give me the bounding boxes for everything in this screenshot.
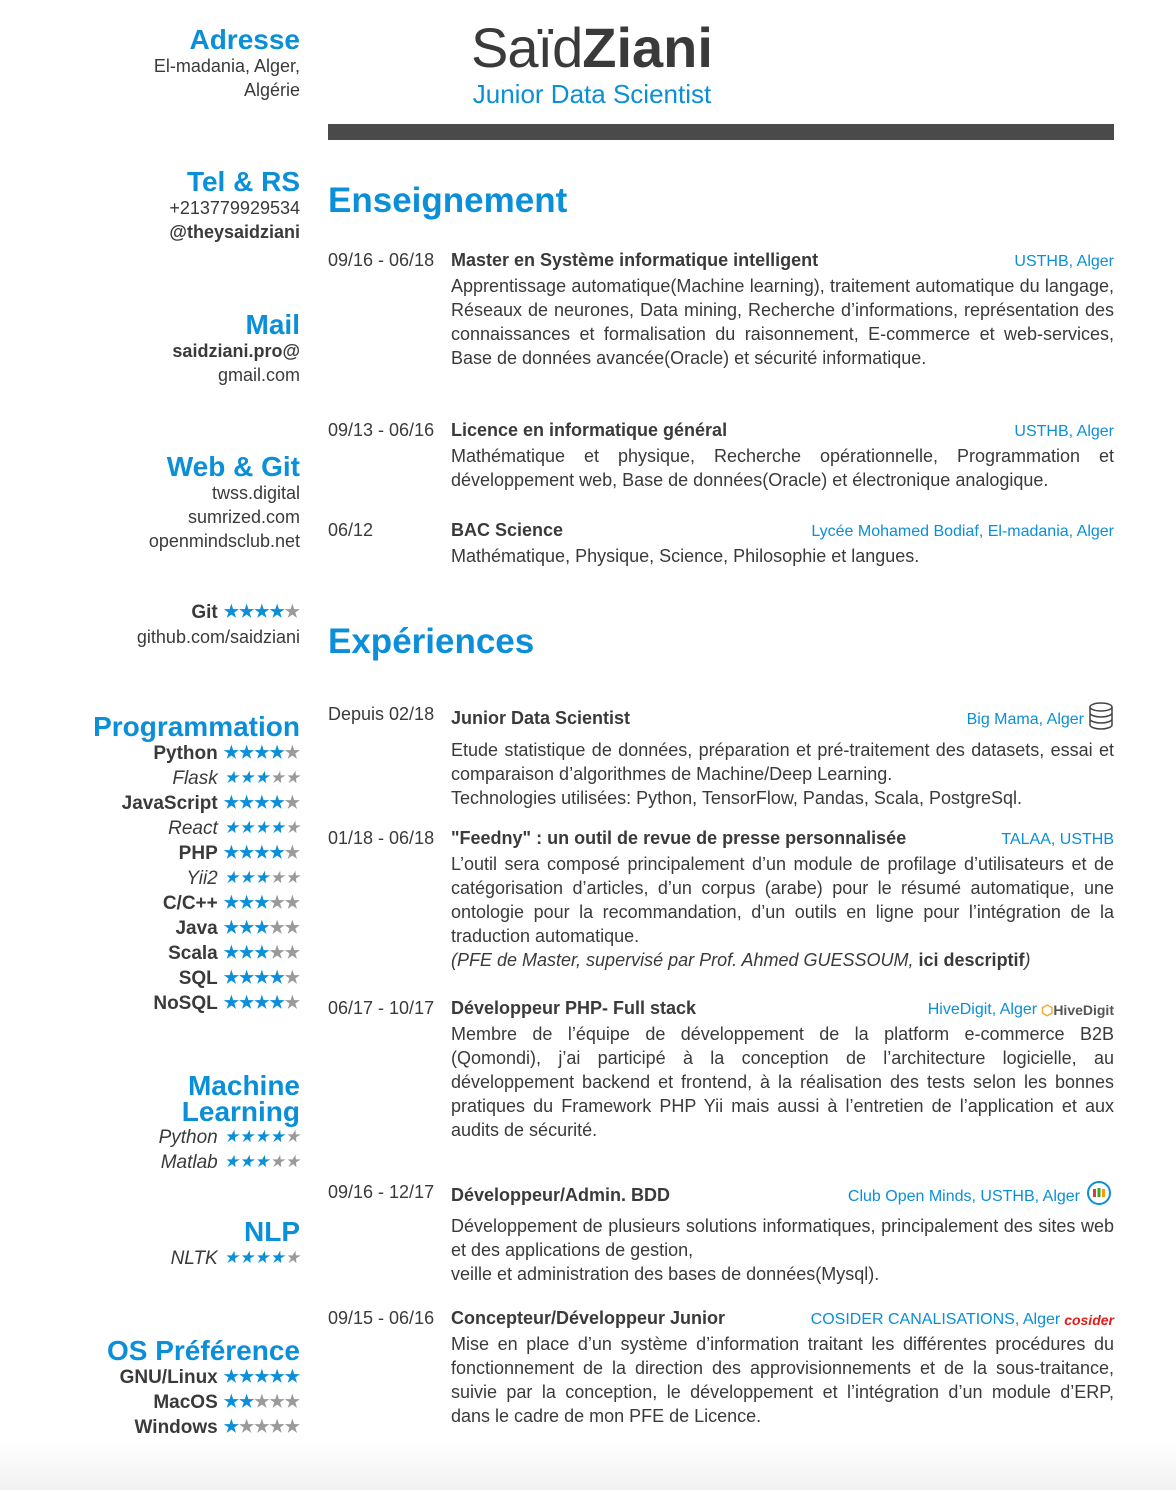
rating-stars xyxy=(224,791,300,815)
star-filled-icon: ★ xyxy=(254,602,270,621)
star-empty-icon: ★ xyxy=(284,1248,300,1267)
entry-date: 09/15 - 06/16 xyxy=(328,1308,435,1328)
skill-row xyxy=(40,1150,300,1175)
star-empty-icon: ★ xyxy=(269,1417,285,1436)
entry-place: TALAA, USTHB xyxy=(1001,831,1114,848)
star-filled-icon: ★ xyxy=(223,943,239,962)
skill-name: GNU/Linux xyxy=(119,1367,218,1388)
star-empty-icon: ★ xyxy=(284,868,300,887)
hivedigit-logo: ⬡HiveDigit xyxy=(1041,1002,1114,1018)
address-heading: Adresse xyxy=(189,24,300,55)
os-section xyxy=(40,1336,300,1440)
star-filled-icon: ★ xyxy=(223,993,239,1012)
entry-date: 09/16 - 06/18 xyxy=(328,250,435,270)
star-empty-icon: ★ xyxy=(284,793,300,812)
star-filled-icon: ★ xyxy=(269,818,285,837)
star-filled-icon: ★ xyxy=(269,1127,285,1146)
star-filled-icon: ★ xyxy=(239,1248,255,1267)
programming-section xyxy=(10,712,300,1016)
experience-entry xyxy=(328,1306,1114,1428)
person-name xyxy=(328,18,856,78)
star-empty-icon: ★ xyxy=(269,918,285,937)
star-empty-icon: ★ xyxy=(284,893,300,912)
skill-name: Java xyxy=(175,918,218,939)
experience-entry xyxy=(328,996,1114,1142)
mail-section xyxy=(40,310,300,387)
education-entry xyxy=(328,248,1114,370)
rating-stars xyxy=(224,1125,300,1149)
skill-row xyxy=(10,991,300,1016)
ml-heading-line: Machine xyxy=(187,1070,300,1101)
star-filled-icon: ★ xyxy=(269,993,285,1012)
entry-description: Mise en place d’un système d’information traitant les différentes procédures du fonctionnement de la direction des approvisionnements et de la sous-traitance, suivie par la conception, le développement et l’intégration d’un module d’ERP, dans le cadre de mon PFE de Licence. xyxy=(451,1334,1114,1426)
star-filled-icon: ★ xyxy=(239,743,255,762)
star-filled-icon: ★ xyxy=(223,1152,239,1171)
phone: +213779929534 xyxy=(169,198,300,218)
skill-name: C/C++ xyxy=(162,893,218,914)
star-filled-icon: ★ xyxy=(284,1367,300,1386)
entry-place: COSIDER CANALISATIONS, Alger cosider xyxy=(811,1308,1114,1332)
skill-row xyxy=(40,1365,300,1390)
star-filled-icon: ★ xyxy=(254,1367,270,1386)
rating-stars xyxy=(224,600,300,624)
skill-row xyxy=(40,1390,300,1415)
skill-name: React xyxy=(168,818,218,839)
star-empty-icon: ★ xyxy=(284,1127,300,1146)
star-filled-icon: ★ xyxy=(254,743,270,762)
website-link[interactable]: sumrized.com xyxy=(187,507,300,527)
rating-stars xyxy=(224,741,300,765)
star-empty-icon: ★ xyxy=(254,1392,270,1411)
star-empty-icon: ★ xyxy=(269,768,285,787)
entry-description: Etude statistique de données, préparation et pré-traitement des datasets, essai et comparaison d’algorithmes de Machine/Deep Learning. xyxy=(451,740,1114,784)
star-filled-icon: ★ xyxy=(269,743,285,762)
entry-description: Mathématique et physique, Recherche opérationnelle, Programmation et développement web, Base de données(Oracle) et électronique analogique. xyxy=(451,446,1114,490)
skill-name: SQL xyxy=(178,968,218,989)
entry-header xyxy=(451,702,1114,738)
rating-stars xyxy=(224,766,300,790)
star-filled-icon: ★ xyxy=(254,968,270,987)
skill-row xyxy=(10,941,300,966)
skill-list xyxy=(40,1125,300,1175)
skill-row xyxy=(10,791,300,816)
entry-title: Concepteur/Développeur Junior xyxy=(451,1308,726,1328)
star-filled-icon: ★ xyxy=(223,1367,239,1386)
education-entry xyxy=(328,518,1114,568)
last-name: Ziani xyxy=(582,16,713,79)
star-filled-icon: ★ xyxy=(223,1392,239,1411)
entry-date: Depuis 02/18 xyxy=(328,704,435,724)
star-empty-icon: ★ xyxy=(284,602,300,621)
address-line: Algérie xyxy=(243,80,300,100)
skill-row xyxy=(10,891,300,916)
programming-heading: Programmation xyxy=(93,711,300,742)
star-filled-icon: ★ xyxy=(269,602,285,621)
entry-place: USTHB, Alger xyxy=(1014,423,1114,440)
star-filled-icon: ★ xyxy=(254,1248,270,1267)
star-empty-icon: ★ xyxy=(284,768,300,787)
entry-title: Licence en informatique général xyxy=(451,420,728,440)
skill-name: Flask xyxy=(172,768,218,789)
cosider-logo: cosider xyxy=(1064,1312,1114,1328)
rating-stars xyxy=(224,941,300,965)
entry-date: 06/17 - 10/17 xyxy=(328,998,435,1018)
entry-note: (PFE de Master, supervisé par Prof. Ahmed GUESSOUM, ici descriptif) xyxy=(451,950,1031,970)
entry-header xyxy=(451,996,1114,1022)
star-filled-icon: ★ xyxy=(239,918,255,937)
star-filled-icon: ★ xyxy=(239,818,255,837)
star-filled-icon: ★ xyxy=(223,818,239,837)
experience-heading: Expériences xyxy=(328,622,535,661)
open-minds-logo xyxy=(1084,1180,1114,1214)
star-filled-icon: ★ xyxy=(223,918,239,937)
star-filled-icon: ★ xyxy=(223,743,239,762)
star-empty-icon: ★ xyxy=(284,843,300,862)
skill-row xyxy=(40,600,300,625)
nlp-heading: NLP xyxy=(244,1216,300,1247)
skill-row xyxy=(40,1125,300,1150)
star-filled-icon: ★ xyxy=(239,893,255,912)
star-empty-icon: ★ xyxy=(284,1417,300,1436)
star-filled-icon: ★ xyxy=(239,968,255,987)
star-filled-icon: ★ xyxy=(269,1248,285,1267)
entry-header xyxy=(451,1306,1114,1332)
experience-entry xyxy=(328,826,1114,972)
address-line: El-madania, Alger, xyxy=(153,56,300,76)
star-filled-icon: ★ xyxy=(254,1152,270,1171)
star-empty-icon: ★ xyxy=(284,993,300,1012)
entry-header xyxy=(451,1180,1114,1214)
star-filled-icon: ★ xyxy=(254,993,270,1012)
star-filled-icon: ★ xyxy=(254,868,270,887)
star-empty-icon: ★ xyxy=(254,1417,270,1436)
star-empty-icon: ★ xyxy=(284,968,300,987)
star-filled-icon: ★ xyxy=(254,793,270,812)
email-line[interactable]: gmail.com xyxy=(217,365,300,385)
rating-stars xyxy=(224,816,300,840)
skill-name: Scala xyxy=(168,943,218,964)
nlp-section xyxy=(40,1217,300,1271)
entry-place: USTHB, Alger xyxy=(1014,253,1114,270)
star-filled-icon: ★ xyxy=(254,918,270,937)
star-filled-icon: ★ xyxy=(239,768,255,787)
star-filled-icon: ★ xyxy=(254,843,270,862)
entry-description: Développement de plusieurs solutions informatiques, principalement des sites web et des applications de gestion, xyxy=(451,1216,1114,1260)
rating-stars xyxy=(224,841,300,865)
entry-description: L’outil sera composé principalement d’un module de profilage d’utilisateurs et de catégorisation d’articles, d’un corpus (arabe) pour le résumé automatique, une ontologie pour la recommandation, d’un outils en ligne pour l’intégration de la traduction automatique. xyxy=(451,854,1114,946)
star-filled-icon: ★ xyxy=(239,602,255,621)
entry-description: Apprentissage automatique(Machine learning), traitement automatique du langage, Réseaux de neurones, Data mining, Recherche d’informations, représentation des connaissances et formalisation du raisonnement, E-commerce et web-services, Base de données avancée(Oracle) et sécurité informatique. xyxy=(451,276,1114,368)
star-empty-icon: ★ xyxy=(269,893,285,912)
star-empty-icon: ★ xyxy=(269,1392,285,1411)
star-filled-icon: ★ xyxy=(223,868,239,887)
rating-stars xyxy=(224,866,300,890)
star-filled-icon: ★ xyxy=(223,1417,239,1436)
star-filled-icon: ★ xyxy=(239,1152,255,1171)
entry-header xyxy=(451,248,1114,274)
skill-row xyxy=(10,916,300,941)
star-empty-icon: ★ xyxy=(269,943,285,962)
entry-place: HiveDigit, Alger ⬡HiveDigit xyxy=(928,998,1114,1022)
star-filled-icon: ★ xyxy=(223,602,239,621)
skill-row xyxy=(10,766,300,791)
entry-description: Mathématique, Physique, Science, Philosophie et langues. xyxy=(451,546,920,566)
rating-stars xyxy=(224,1150,300,1174)
skill-row xyxy=(10,741,300,766)
rating-stars xyxy=(224,966,300,990)
star-filled-icon: ★ xyxy=(239,793,255,812)
entry-place: Lycée Mohamed Bodiaf, El-madania, Alger xyxy=(811,523,1114,540)
skill-list xyxy=(10,741,300,1016)
header-divider xyxy=(328,124,1114,140)
entry-header xyxy=(451,518,1114,544)
star-filled-icon: ★ xyxy=(223,968,239,987)
entry-date: 09/13 - 06/16 xyxy=(328,420,435,440)
skill-name: PHP xyxy=(178,843,218,864)
education-heading: Enseignement xyxy=(328,181,568,220)
contact-heading: Tel & RS xyxy=(186,166,300,197)
star-filled-icon: ★ xyxy=(239,843,255,862)
web-section xyxy=(40,452,300,553)
website-link[interactable]: openmindsclub.net xyxy=(148,531,300,551)
star-empty-icon: ★ xyxy=(284,1152,300,1171)
star-filled-icon: ★ xyxy=(223,1127,239,1146)
first-name: Saïd xyxy=(471,16,583,79)
entry-place: Club Open Minds, USTHB, Alger xyxy=(848,1180,1114,1214)
star-filled-icon: ★ xyxy=(239,943,255,962)
entry-description-line: veille et administration des bases de données(Mysql). xyxy=(451,1264,880,1284)
experience-entry xyxy=(328,702,1114,810)
ml-heading-line: Learning xyxy=(181,1096,300,1127)
star-empty-icon: ★ xyxy=(284,918,300,937)
entry-header xyxy=(451,826,1114,852)
git-label: Git xyxy=(191,602,218,623)
star-filled-icon: ★ xyxy=(269,968,285,987)
skill-row xyxy=(10,841,300,866)
entry-description: Membre de l’équipe de développement de la platform e-commerce B2B (Qomondi), j’ai participé à la conception de l’architecture logicielle, au développement backend et frontend, à la réalisation des tests selon les bonnes pratiques du Framework PHP Yii mais aussi à l’entretien de l’application et aux audits de sécurité. xyxy=(451,1024,1114,1140)
skill-name: JavaScript xyxy=(121,793,218,814)
github-link[interactable]: github.com/saidziani xyxy=(136,627,300,647)
star-filled-icon: ★ xyxy=(254,893,270,912)
education-entry xyxy=(328,418,1114,492)
star-empty-icon: ★ xyxy=(284,818,300,837)
skill-name: NLTK xyxy=(170,1248,218,1269)
star-filled-icon: ★ xyxy=(254,1127,270,1146)
star-filled-icon: ★ xyxy=(269,793,285,812)
skill-row xyxy=(10,866,300,891)
web-heading: Web & Git xyxy=(166,451,300,482)
website-link[interactable]: twss.digital xyxy=(211,483,300,503)
skill-row xyxy=(40,1415,300,1440)
git-section xyxy=(40,600,300,649)
star-filled-icon: ★ xyxy=(239,1127,255,1146)
entry-title: Développeur PHP- Full stack xyxy=(451,998,697,1018)
skill-name: Python xyxy=(153,743,218,764)
rating-stars xyxy=(224,1390,300,1414)
rating-stars xyxy=(224,1365,300,1389)
skill-row xyxy=(40,1246,300,1271)
mail-heading: Mail xyxy=(245,309,300,340)
entry-date: 09/16 - 12/17 xyxy=(328,1182,435,1202)
star-empty-icon: ★ xyxy=(284,743,300,762)
skill-list xyxy=(40,1365,300,1440)
rating-stars xyxy=(224,991,300,1015)
skill-name: Python xyxy=(158,1127,218,1148)
rating-stars xyxy=(224,1415,300,1439)
star-filled-icon: ★ xyxy=(223,1248,239,1267)
star-filled-icon: ★ xyxy=(239,868,255,887)
entry-title: "Feedny" : un outil de revue de presse personnalisée xyxy=(451,828,907,848)
database-icon xyxy=(1088,702,1114,738)
descriptive-link[interactable]: ici descriptif xyxy=(918,950,1025,970)
entry-title: Master en Système informatique intelligent xyxy=(451,250,819,270)
star-filled-icon: ★ xyxy=(223,893,239,912)
contact-section xyxy=(40,167,300,244)
entry-place: Big Mama, Alger xyxy=(967,702,1114,738)
skill-name: Yii2 xyxy=(186,868,218,889)
ml-section xyxy=(40,1070,300,1175)
skill-name: Matlab xyxy=(160,1152,218,1173)
rating-stars xyxy=(224,1246,300,1270)
entry-title: BAC Science xyxy=(451,520,564,540)
entry-date: 06/12 xyxy=(328,520,374,540)
skill-name: MacOS xyxy=(153,1392,218,1413)
skill-row xyxy=(10,816,300,841)
entry-date: 01/18 - 06/18 xyxy=(328,828,435,848)
entry-description-line: Technologies utilisées: Python, TensorFlow, Pandas, Scala, PostgreSql. xyxy=(451,788,1022,808)
skill-row xyxy=(10,966,300,991)
star-filled-icon: ★ xyxy=(223,843,239,862)
star-filled-icon: ★ xyxy=(223,793,239,812)
star-empty-icon: ★ xyxy=(284,943,300,962)
address-section xyxy=(40,25,300,102)
star-filled-icon: ★ xyxy=(254,818,270,837)
social-handle[interactable]: @theysaidziani xyxy=(169,222,300,242)
entry-title: Junior Data Scientist xyxy=(451,708,631,728)
star-filled-icon: ★ xyxy=(239,1392,255,1411)
star-empty-icon: ★ xyxy=(284,1392,300,1411)
star-filled-icon: ★ xyxy=(239,993,255,1012)
star-filled-icon: ★ xyxy=(269,843,285,862)
skill-list xyxy=(40,1246,300,1271)
job-title: Junior Data Scientist xyxy=(472,79,712,109)
star-filled-icon: ★ xyxy=(254,768,270,787)
entry-title: Développeur/Admin. BDD xyxy=(451,1185,671,1205)
star-empty-icon: ★ xyxy=(239,1417,255,1436)
star-filled-icon: ★ xyxy=(239,1367,255,1386)
star-empty-icon: ★ xyxy=(269,1152,285,1171)
email-line[interactable]: saidziani.pro@ xyxy=(172,341,300,361)
os-heading: OS Préférence xyxy=(107,1335,300,1366)
skill-name: Windows xyxy=(134,1417,218,1438)
rating-stars xyxy=(224,891,300,915)
rating-stars xyxy=(224,916,300,940)
star-filled-icon: ★ xyxy=(223,768,239,787)
skill-name: NoSQL xyxy=(153,993,218,1014)
entry-header xyxy=(451,418,1114,444)
star-filled-icon: ★ xyxy=(254,943,270,962)
experience-entry xyxy=(328,1180,1114,1286)
star-filled-icon: ★ xyxy=(269,1367,285,1386)
star-empty-icon: ★ xyxy=(269,868,285,887)
